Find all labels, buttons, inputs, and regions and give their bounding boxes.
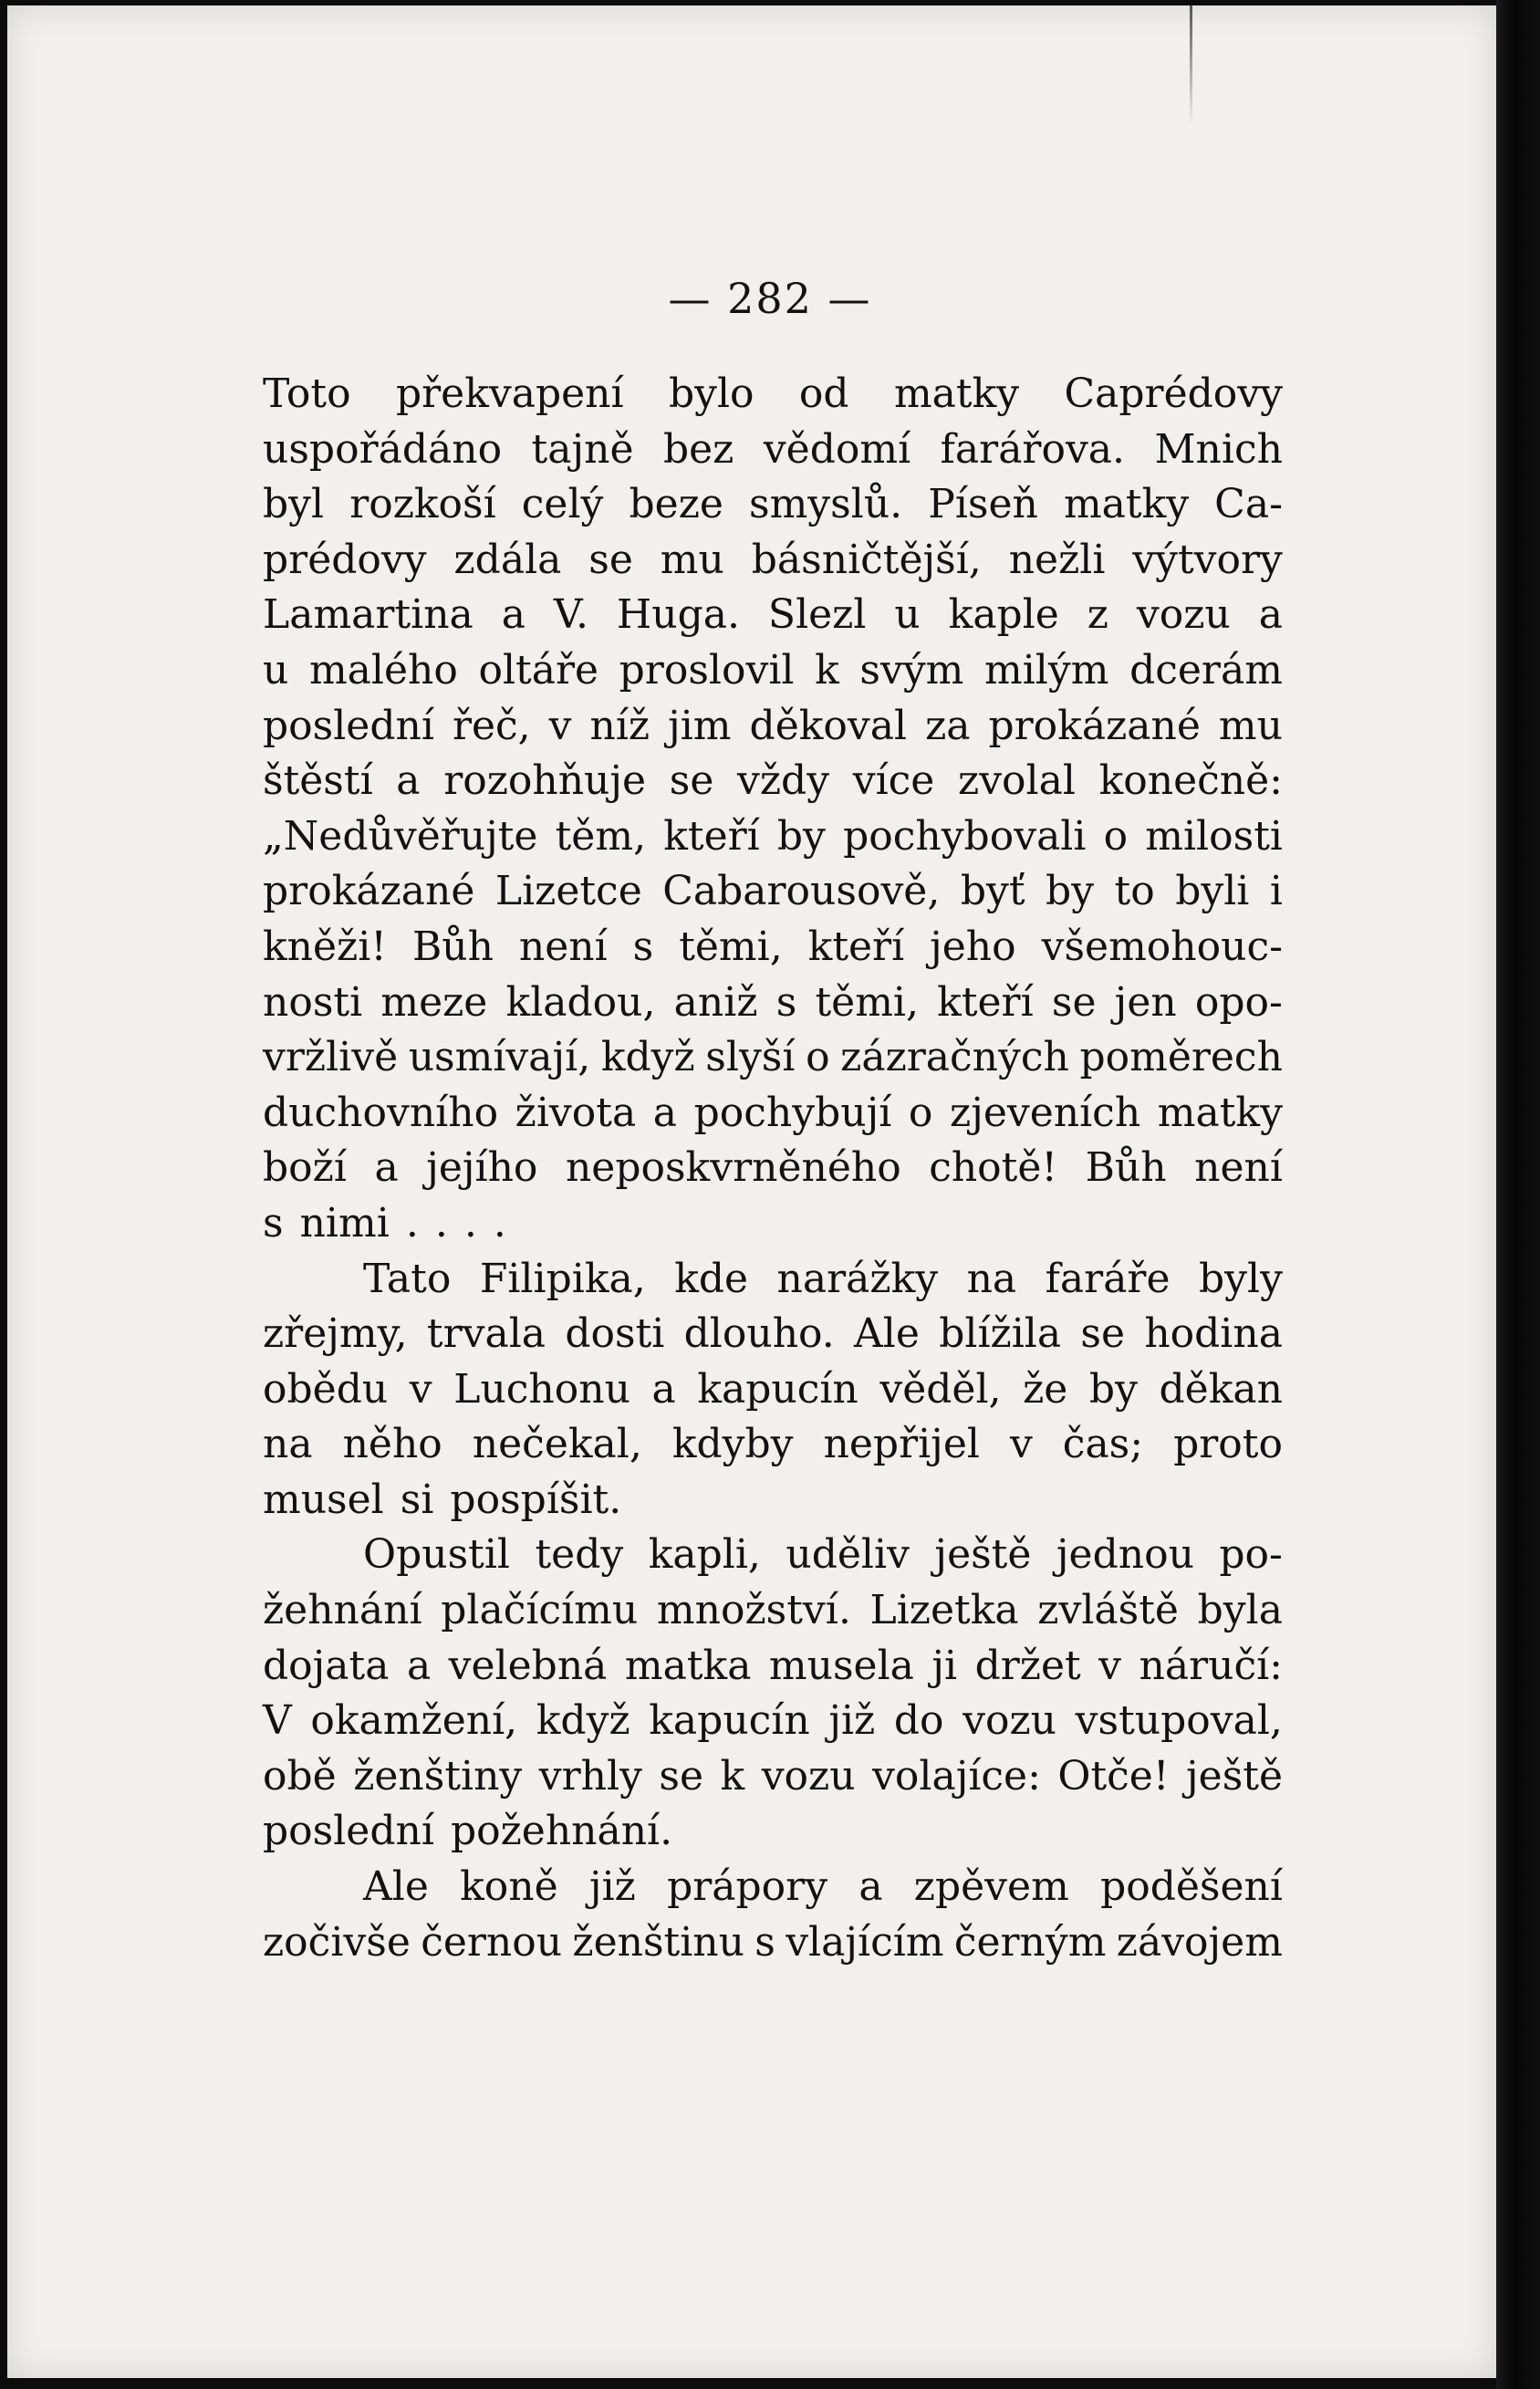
word: když [536,1697,630,1745]
text-line [263,754,1283,809]
word: nečekal, [472,1421,642,1468]
word: proslovil [619,646,795,694]
word: jen [1114,978,1177,1026]
word: proto [1173,1421,1283,1468]
word: kapucín [697,1365,858,1413]
word: poměrech [1079,1034,1283,1081]
word: Opustil [363,1531,510,1579]
word: Slezl [767,591,867,639]
word: vědomí [763,425,911,473]
word: jim [668,702,732,749]
word: . [434,1199,448,1247]
word: nosti [263,978,363,1026]
word: se [1051,978,1097,1026]
word: není [1194,1144,1283,1192]
word: boží [263,1144,347,1192]
word: matky [1157,1089,1283,1136]
page-fold-mark [1190,5,1192,124]
word: se [1080,1310,1126,1358]
word: poslední [263,1808,434,1855]
word: po- [1219,1531,1283,1579]
word: ženštinu [572,1918,744,1966]
word: nimi [299,1199,390,1247]
text-line [263,1417,1283,1473]
word: volajíce: [872,1752,1041,1800]
word: jejího [426,1144,538,1192]
word: matky [893,370,1020,417]
text-line [263,533,1283,589]
text-line [263,920,1283,975]
word: Bůh [411,923,494,970]
word: i [1269,868,1283,915]
word: faráře [1045,1255,1171,1302]
text-line [263,1252,1283,1308]
word: zjeveních [950,1089,1141,1136]
word: za [925,702,971,749]
word: pochybují [693,1089,892,1136]
word: jednou [1056,1531,1194,1579]
word: kapucín [649,1697,810,1745]
word: okamžení, [310,1697,518,1745]
word: nežli [1008,536,1106,583]
word: zdála [453,536,562,583]
word: něho [342,1421,442,1468]
word: a [1258,591,1283,639]
word: těm, [555,812,647,860]
word: kteří [937,978,1034,1026]
word: musela [768,1642,914,1689]
word: byl [263,481,325,528]
word: byť [960,868,1025,915]
word: a [374,1144,399,1192]
word: Bůh [1085,1144,1167,1192]
word: vždy [737,757,830,805]
word: mu [660,536,724,583]
word: blížila [939,1310,1062,1358]
word: by [1088,1365,1138,1413]
word: dcerám [1129,646,1283,694]
word: a [501,591,525,639]
word: a [396,757,421,805]
word: již [588,1863,636,1911]
word: bez [662,425,734,473]
text-line [263,588,1283,643]
word: Cabarousově, [662,868,941,915]
word: a [858,1863,883,1911]
word: milosti [1145,812,1283,860]
word: „Nedůvěřujte [263,812,538,860]
word: trvala [426,1310,546,1358]
word: Lizetce [494,868,642,915]
word: do [893,1697,944,1745]
word: aniž [673,978,758,1026]
text-line [263,864,1283,920]
word: prápory [667,1863,828,1911]
text-line [263,1196,1283,1252]
word: řeč, [452,702,531,749]
word: duchovního [263,1089,499,1136]
word: jeho [930,923,1016,970]
word: obědu [263,1365,389,1413]
word: dlouho. [683,1310,835,1358]
word: farářova. [940,425,1126,473]
text-line [263,1528,1283,1583]
word: by [776,812,826,860]
word: o [908,1089,933,1136]
word: rozohňuje [443,757,647,805]
word: na [263,1421,313,1468]
word: v [1098,1642,1122,1689]
word: V [263,1697,292,1745]
word: překvapení [395,370,624,417]
word: zvláště [1037,1587,1179,1634]
word: Mnich [1154,425,1283,473]
word: Huga. [616,591,740,639]
word: v [548,702,572,749]
word: beze [629,481,723,528]
text-line [263,1639,1283,1695]
word: kladou, [505,978,656,1026]
word: množství. [656,1587,851,1634]
word: vlajícím [786,1918,944,1966]
word: zvolal [958,757,1076,805]
word: s [632,923,654,970]
word: kteří [807,923,905,970]
word: zřejmy, [263,1310,408,1358]
word: kdyby [671,1421,794,1468]
word: u [263,646,289,694]
word: velebná [448,1642,608,1689]
word: děkoval [749,702,908,749]
text-line [263,1030,1283,1086]
word: závojem [1116,1918,1283,1966]
word: to [1114,868,1155,915]
word: hodina [1144,1310,1283,1358]
word: ještě [934,1531,1032,1579]
word: není [518,923,608,970]
word: pospíšit. [450,1476,622,1523]
word: kde [674,1255,749,1302]
word: k [720,1752,745,1800]
word: . [493,1199,506,1247]
word: dojata [263,1642,390,1689]
word: s [263,1199,284,1247]
word: k [815,646,839,694]
word: vrhly [538,1752,642,1800]
word: slyší [705,1034,796,1081]
word: a [651,1365,676,1413]
text-line [263,1141,1283,1196]
word: žehnání [263,1587,422,1634]
word: Otče! [1057,1752,1170,1800]
word: dosti [565,1310,665,1358]
word: oltáře [478,646,599,694]
word: plačícímu [441,1587,639,1634]
word: Ale [363,1863,429,1911]
word: zočivše [263,1918,411,1966]
word: černým [953,1918,1107,1966]
word: držet [974,1642,1081,1689]
word: koně [460,1863,558,1911]
page-number: — 282 — [668,274,872,323]
word: v [409,1365,432,1413]
word: se [588,536,633,583]
word: poděšení [1100,1863,1283,1911]
word: s [775,978,797,1026]
word: chotě! [929,1144,1058,1192]
text-line [263,1749,1283,1805]
word: tajně [531,425,634,473]
text-line [263,1804,1283,1860]
word: již [828,1697,876,1745]
word: Lamartina [263,591,473,639]
word: Ale [854,1310,920,1358]
text-line [263,1473,1283,1528]
word: tedy [535,1531,624,1579]
word: věděl, [879,1365,1002,1413]
word: se [669,757,714,805]
text-line [263,367,1283,423]
word: a [406,1642,432,1689]
word: vozu [1136,591,1231,639]
word: Luchonu [453,1365,630,1413]
text-line [263,1086,1283,1142]
word: více [852,757,935,805]
page-edge-shadow [1496,0,1540,2389]
word: uspořádáno [263,425,503,473]
word: obě [263,1752,337,1800]
word: kteří [663,812,760,860]
word: musel [263,1476,384,1523]
word: matky [1063,481,1190,528]
word: si [400,1476,434,1523]
text-line [263,809,1283,865]
word: u [894,591,921,639]
word: požehnání. [450,1808,673,1855]
word: Filipika, [479,1255,646,1302]
text-line [263,477,1283,533]
word: zpěvem [913,1863,1069,1911]
word: výtvory [1132,536,1283,583]
text-line [263,1362,1283,1418]
text-line [263,699,1283,755]
word: matka [624,1642,752,1689]
text-line [263,975,1283,1031]
text-line [263,1694,1283,1749]
word: Ca- [1214,481,1283,528]
word: usmívají, [408,1034,591,1081]
word: vozu [962,1697,1057,1745]
word: kapli, [648,1531,761,1579]
word: zázračných [840,1034,1069,1081]
word: bylo [668,370,754,417]
word: štěstí [263,757,373,805]
text-line [263,1860,1283,1915]
word: narážky [776,1255,939,1302]
word: prokázané [988,702,1201,749]
word: by [1046,868,1095,915]
text-line [263,1307,1283,1362]
word: od [798,370,849,417]
word: z [1087,591,1108,639]
word: neposkvrněného [565,1144,901,1192]
body-text [263,367,1283,1970]
word: náručí: [1139,1642,1283,1689]
word: ještě [1186,1752,1283,1800]
word: konečně: [1098,757,1283,805]
word: Lizetka [869,1587,1019,1634]
word: rozkoší [349,481,496,528]
word: kaple [948,591,1059,639]
word: Tato [363,1255,452,1302]
word: prédovy [263,536,427,583]
word: na [966,1255,1017,1302]
word: ji [931,1642,958,1689]
word: . [463,1199,477,1247]
word: malého [308,646,458,694]
word: Toto [263,370,351,417]
word: o [1103,812,1129,860]
word: básničtější, [751,536,982,583]
word: uděliv [786,1531,910,1579]
word: černou [421,1918,563,1966]
text-line [263,1583,1283,1639]
word: děkan [1159,1365,1283,1413]
word: nepřijel [823,1421,980,1468]
word: poslední [263,702,434,749]
word: těmi, [815,978,919,1026]
text-line [263,643,1283,699]
word: V. [553,591,588,639]
word: o [806,1034,830,1081]
word: pochybovali [843,812,1087,860]
word: byla [1197,1587,1283,1634]
word: níž [589,702,650,749]
word: když [600,1034,695,1081]
word: smyslů. [749,481,903,528]
word: byly [1198,1255,1283,1302]
word: prokázané [263,868,475,915]
word: života [515,1089,637,1136]
word: celý [521,481,604,528]
word: vstupoval, [1075,1697,1283,1745]
word: že [1023,1365,1068,1413]
word: svým [859,646,964,694]
word: v [1009,1421,1033,1468]
word: ženštiny [353,1752,523,1800]
word: mu [1218,702,1283,749]
word: vozu [761,1752,856,1800]
word: milým [984,646,1109,694]
word: vržlivě [263,1034,399,1081]
text-line [263,1915,1283,1971]
word: Caprédovy [1064,370,1283,417]
word: všemohouc- [1041,923,1283,970]
word: s [754,1918,775,1966]
word: čas; [1062,1421,1144,1468]
word: meze [380,978,488,1026]
word: kněži! [263,923,387,970]
word: se [659,1752,704,1800]
text-line [263,423,1283,478]
word: těmi, [679,923,783,970]
word: byli [1175,868,1250,915]
word: Píseň [928,481,1038,528]
word: opo- [1194,978,1283,1026]
word: a [652,1089,678,1136]
word: . [405,1199,419,1247]
